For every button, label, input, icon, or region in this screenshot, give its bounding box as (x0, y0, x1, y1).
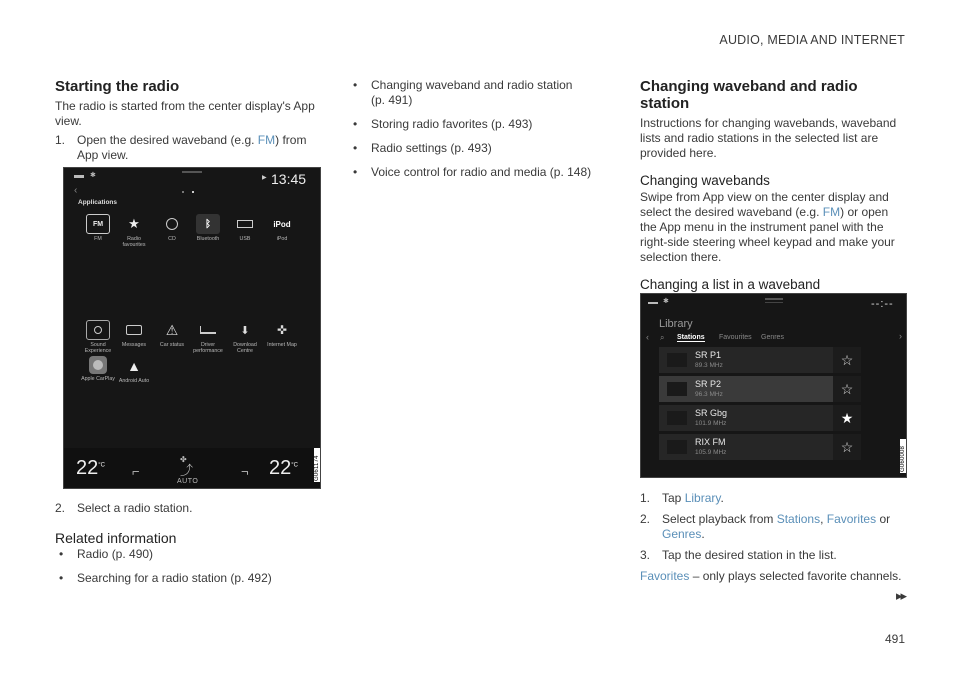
favorite-star-icon[interactable]: ☆ (833, 434, 861, 460)
fan-icon[interactable]: ✤ (180, 455, 187, 464)
search-icon[interactable]: ⌕ (660, 333, 665, 342)
step-text-end: ) from App view. (77, 133, 307, 162)
column-starting-radio (55, 78, 317, 163)
step-number: 1. (55, 133, 66, 147)
bluetooth-icon: ᛒ (196, 214, 220, 234)
clock-time: 13:45 (271, 171, 307, 187)
station-name: SR P2 (695, 379, 722, 389)
ipod-icon (270, 214, 294, 234)
app-label: Car status (159, 342, 185, 348)
pull-tab-handle[interactable] (765, 298, 783, 300)
app-label: Internet Map (267, 342, 297, 348)
warning-triangle-icon: ⚠ (165, 321, 179, 338)
step-3 (640, 548, 908, 563)
step-text: Open the desired waveband (e.g. (77, 133, 258, 147)
app-download-centre[interactable] (228, 320, 262, 354)
ipod-badge-text: iPod (273, 219, 291, 229)
tab-stations[interactable]: Stations (677, 334, 705, 341)
signal-icon (74, 175, 84, 178)
tab-favourites[interactable]: Favourites (719, 334, 752, 341)
station-artwork (667, 440, 687, 454)
station-row[interactable] (659, 405, 861, 431)
app-sound-experience[interactable] (81, 320, 115, 354)
bluetooth-status-icon: ✱ (663, 298, 669, 305)
station-name: SR P1 (695, 350, 722, 360)
figure-code: G060008 (900, 439, 906, 473)
app-label: Messages (121, 342, 147, 348)
station-frequency: 105.9 MHz (695, 449, 727, 456)
step-number: 3. (640, 548, 651, 562)
section-title-starting-radio: Starting the radio (55, 78, 180, 95)
app-android-auto[interactable] (117, 356, 151, 384)
message-icon (122, 320, 146, 340)
station-name: RIX FM (695, 437, 726, 447)
temp-left[interactable] (76, 457, 105, 480)
step-text: Select playback from (662, 512, 777, 526)
fm-badge-text: FM (92, 220, 104, 228)
fm-highlight: FM (822, 205, 841, 219)
favorites-highlight: Favorites (826, 512, 877, 526)
seat-heat-right-icon[interactable]: ¬ (241, 464, 249, 479)
subsection-changing-list: Changing a list in a waveband (640, 277, 821, 292)
step-number: 2. (640, 512, 651, 526)
app-label: Driver performance (193, 342, 223, 354)
speaker-icon (86, 320, 110, 340)
fm-highlight: FM (257, 133, 276, 147)
intro-paragraph: Instructions for changing wavebands, waveband lists and radio stations in the selected list are provided here. (640, 116, 897, 160)
page-dot-active (192, 191, 194, 193)
station-frequency: 96.3 MHz (695, 391, 723, 398)
app-driver-performance[interactable] (191, 320, 225, 354)
play-indicator-icon: ▶ (262, 175, 267, 181)
column-changing-waveband (640, 78, 908, 293)
station-row[interactable] (659, 434, 861, 460)
app-car-status[interactable] (155, 320, 189, 348)
library-screenshot (640, 293, 907, 478)
tab-genres[interactable]: Genres (761, 334, 784, 341)
signal-icon (648, 302, 658, 304)
forward-chevron-icon[interactable]: › (899, 331, 902, 341)
app-label: Bluetooth (196, 236, 220, 242)
cd-icon (160, 214, 184, 234)
temp-right[interactable] (269, 457, 298, 480)
airflow-icon[interactable]: ⤴ (180, 463, 194, 478)
column-starting-radio-lower (55, 501, 317, 595)
paragraph-text-end: ) or open the App menu in the instrument panel with the right-side steering wheel keypad and make your selection there. (640, 205, 895, 264)
app-radio-favourites[interactable] (117, 214, 151, 248)
related-link-radio-settings[interactable]: • Radio settings (p. 493) (349, 141, 611, 156)
step-2 (55, 501, 317, 516)
page-number: 491 (884, 632, 905, 646)
figure-code: G061174 (314, 448, 320, 482)
temp-right-unit: °C (291, 462, 298, 469)
related-information-title: Related information (55, 530, 177, 546)
section-title-changing-waveband: Changing waveband and radio station (640, 78, 858, 112)
step-text-end: . (720, 491, 724, 505)
step-number: 2. (55, 501, 66, 515)
performance-bars-icon (196, 320, 220, 340)
note-text: – only plays selected favorite channels. (689, 569, 902, 583)
intro-paragraph: The radio is started from the center display's App view. (55, 99, 315, 128)
app-label: Download Centre (233, 342, 257, 354)
station-artwork (667, 382, 687, 396)
app-label: Apple CarPlay (81, 376, 115, 382)
station-row[interactable] (659, 347, 861, 373)
favorites-note (640, 569, 908, 584)
page-dot (182, 191, 184, 193)
bluetooth-status-icon: ✱ (90, 172, 96, 179)
favorite-star-icon[interactable]: ☆ (833, 347, 861, 373)
pull-tab-line (765, 302, 783, 303)
continue-arrows-icon: ▸▸ (895, 588, 905, 603)
related-link-voice-control[interactable]: • Voice control for radio and media (p. 148) (349, 165, 611, 180)
step-text: Tap the desired station in the list. (662, 548, 837, 562)
subsection-changing-wavebands: Changing wavebands (640, 173, 770, 188)
app-label: Radio favourites (122, 236, 146, 248)
step-1 (640, 491, 908, 506)
library-label[interactable]: Library (659, 318, 693, 330)
library-highlight: Library (684, 491, 721, 505)
applications-label: Applications (78, 199, 118, 206)
android-auto-icon: ▲ (127, 358, 141, 374)
app-ipod[interactable] (265, 214, 299, 242)
favorite-star-filled-icon[interactable]: ★ (833, 405, 861, 431)
step-2 (640, 512, 908, 542)
station-row[interactable] (659, 376, 861, 402)
column-changing-waveband-lower (640, 491, 908, 584)
map-icon: ✜ (276, 323, 288, 337)
column-related-continued (349, 78, 611, 189)
auto-label[interactable]: AUTO (177, 478, 199, 485)
favorite-star-icon[interactable]: ☆ (833, 376, 861, 402)
app-internet-map[interactable] (265, 320, 299, 348)
station-frequency: 101.9 MHz (695, 420, 727, 427)
app-bluetooth[interactable] (191, 214, 225, 242)
temp-right-value: 22 (269, 457, 292, 479)
step-text: Tap (662, 491, 685, 505)
carplay-icon (89, 356, 107, 374)
temp-left-unit: °C (98, 462, 105, 469)
separator: , (820, 512, 827, 526)
app-messages[interactable] (117, 320, 151, 348)
fm-icon (86, 214, 110, 234)
paragraph-text: Swipe from App view on the center display and select the desired waveband (e.g. (640, 190, 889, 219)
genres-highlight: Genres (662, 527, 702, 541)
station-artwork (667, 411, 687, 425)
back-chevron-icon[interactable]: ‹ (646, 332, 649, 342)
related-link-radio[interactable]: • Radio (p. 490) (55, 547, 317, 562)
radio-star-icon: ★ (128, 216, 140, 231)
app-cd[interactable] (155, 214, 189, 242)
station-artwork (667, 353, 687, 367)
related-link-searching[interactable]: • Searching for a radio station (p. 492) (55, 571, 317, 586)
step-text-end: . (701, 527, 705, 541)
app-view-screenshot (63, 167, 321, 489)
step-text: Select a radio station. (77, 501, 193, 515)
step-1 (55, 133, 317, 163)
clock-time: --:-- (871, 298, 894, 310)
app-fm[interactable] (81, 214, 115, 242)
app-label: Android Auto (118, 378, 150, 384)
app-label: iPod (276, 236, 288, 242)
pull-tab-handle[interactable] (182, 171, 202, 173)
station-frequency: 89.3 MHz (695, 362, 723, 369)
separator: or (876, 512, 891, 526)
app-label: USB (239, 236, 251, 242)
seat-heat-left-icon[interactable]: ⌐ (132, 464, 140, 479)
stations-highlight: Stations (776, 512, 821, 526)
related-link-changing-waveband[interactable]: • Changing waveband and radio station (p. 491) (349, 78, 589, 108)
changing-wavebands-paragraph (640, 190, 908, 265)
app-usb[interactable] (228, 214, 262, 242)
step-number: 1. (640, 491, 651, 505)
back-chevron-icon[interactable]: ‹ (74, 185, 78, 196)
station-name: SR Gbg (695, 408, 728, 418)
app-label: FM (94, 236, 102, 242)
usb-icon (233, 214, 257, 234)
app-label: Sound Experience (84, 342, 112, 354)
section-header: AUDIO, MEDIA AND INTERNET (719, 33, 905, 47)
app-apple-carplay[interactable] (81, 356, 115, 382)
related-link-storing-favorites[interactable]: • Storing radio favorites (p. 493) (349, 117, 611, 132)
app-label: CD (168, 236, 176, 242)
favorites-highlight: Favorites (640, 569, 690, 583)
temp-left-value: 22 (76, 457, 99, 479)
download-icon: ⬇ (240, 324, 250, 337)
